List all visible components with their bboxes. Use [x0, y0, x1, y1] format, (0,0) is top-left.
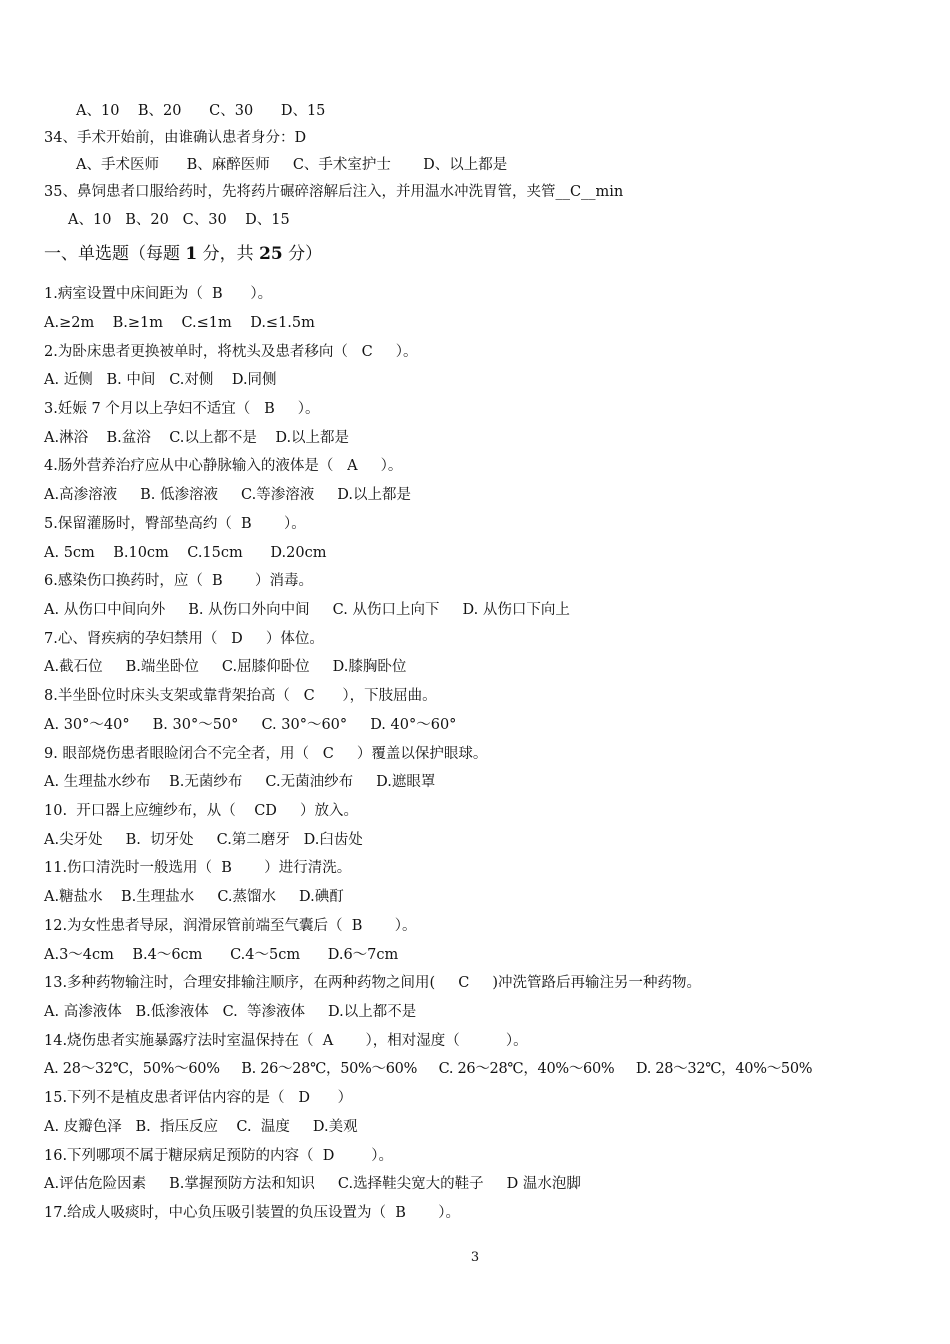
options-line: A. 高渗液体 B.低渗液体 C. 等渗液体 D.以上都不是 — [44, 1004, 417, 1020]
options-line: A. 28～32℃，50%～60% B. 26～28℃，50%～60% C. 26～28℃，40%～60% D. 28～32℃，40%～50% — [44, 1061, 813, 1077]
options-line: A.尖牙处 B. 切牙处 C.第二磨牙 D.臼齿处 — [44, 832, 363, 848]
options-line: A. 从伤口中间向外 B. 从伤口外向中间 C. 从伤口上向下 D. 从伤口下向上 — [44, 602, 570, 618]
question-line: 9. 眼部烧伤患者眼睑闭合不完全者，用（ C ）覆盖以保护眼球。 — [44, 746, 488, 762]
question-line: 8.半坐卧位时床头支架或靠背架抬高（ C ），下肢屈曲。 — [44, 688, 437, 704]
question-line: 7.心、肾疾病的孕妇禁用（ D ）体位。 — [44, 631, 324, 647]
question-line: 14.烧伤患者实施暴露疗法时室温保持在（ A ），相对湿度（ ）。 — [44, 1033, 528, 1049]
q35-question: 35、鼻饲患者口服给药时，先将药片碾碎溶解后注入，并用温水冲洗胃管，夹管__C__min — [44, 184, 624, 200]
question-line: 2.为卧床患者更换被单时，将枕头及患者移向（ C ）。 — [44, 344, 418, 360]
question-line: 5.保留灌肠时，臀部垫高约（ B ）。 — [44, 516, 306, 532]
q35-options: A、10 B、20 C、30 D、15 — [68, 212, 290, 228]
question-line: 3.妊娠 7 个月以上孕妇不适宜（ B ）。 — [44, 401, 320, 417]
options-line: A.糖盐水 B.生理盐水 C.蒸馏水 D.碘酊 — [44, 889, 344, 905]
section-heading: 一、单选题（每题 1 分，共 25 分） — [44, 244, 323, 264]
options-line: A. 5cm B.10cm C.15cm D.20cm — [44, 545, 327, 561]
options-line: A.评估危险因素 B.掌握预防方法和知识 C.选择鞋尖宽大的鞋子 D 温水泡脚 — [44, 1176, 581, 1192]
question-line: 4.肠外营养治疗应从中心静脉输入的液体是（ A ）。 — [44, 458, 403, 474]
page-number: 3 — [470, 1250, 480, 1265]
question-line: 15.下列不是植皮患者评估内容的是（ D ） — [44, 1090, 353, 1106]
q34-options: A、手术医师 B、麻醉医师 C、手术室护士 D、以上都是 — [76, 157, 508, 173]
options-line: A. 30°～40° B. 30°～50° C. 30°～60° D. 40°～60° — [44, 717, 457, 733]
question-line: 1.病室设置中床间距为（ B ）。 — [44, 286, 273, 302]
question-line: 10. 开口器上应缠纱布，从（ CD ）放入。 — [44, 803, 358, 819]
question-line: 11.伤口清洗时一般选用（ B ）进行清洗。 — [44, 860, 352, 876]
q34-question: 34、手术开始前，由谁确认患者身分：D — [44, 130, 307, 146]
options-line: A.高渗溶液 B. 低渗溶液 C.等渗溶液 D.以上都是 — [44, 487, 411, 503]
options-line: A.≥2m B.≥1m C.≤1m D.≤1.5m — [44, 315, 315, 331]
options-line: A.3～4cm B.4～6cm C.4～5cm D.6～7cm — [44, 947, 399, 963]
question-line: 12.为女性患者导尿，润滑尿管前端至气囊后（ B ）。 — [44, 918, 417, 934]
question-line: 6.感染伤口换药时，应（ B ）消毒。 — [44, 573, 313, 589]
question-line: 17.给成人吸痰时，中心负压吸引装置的负压设置为（ B ）。 — [44, 1205, 460, 1221]
options-line: A. 近侧 B. 中间 C.对侧 D.同侧 — [44, 372, 277, 388]
question-line: 16.下列哪项不属于糖尿病足预防的内容（ D ）。 — [44, 1148, 394, 1164]
options-line: A. 生理盐水纱布 B.无菌纱布 C.无菌油纱布 D.遮眼罩 — [44, 774, 436, 790]
options-line: A.淋浴 B.盆浴 C.以上都不是 D.以上都是 — [44, 430, 350, 446]
question-line: 13.多种药物输注时，合理安排输注顺序，在两种药物之间用( C )冲洗管路后再输注另一种药物。 — [44, 975, 702, 991]
options-line: A. 皮瓣色泽 B. 指压反应 C. 温度 D.美观 — [44, 1119, 358, 1135]
q33-options: A、10 B、20 C、30 D、15 — [76, 103, 326, 119]
options-line: A.截石位 B.端坐卧位 C.屈膝仰卧位 D.膝胸卧位 — [44, 659, 407, 675]
